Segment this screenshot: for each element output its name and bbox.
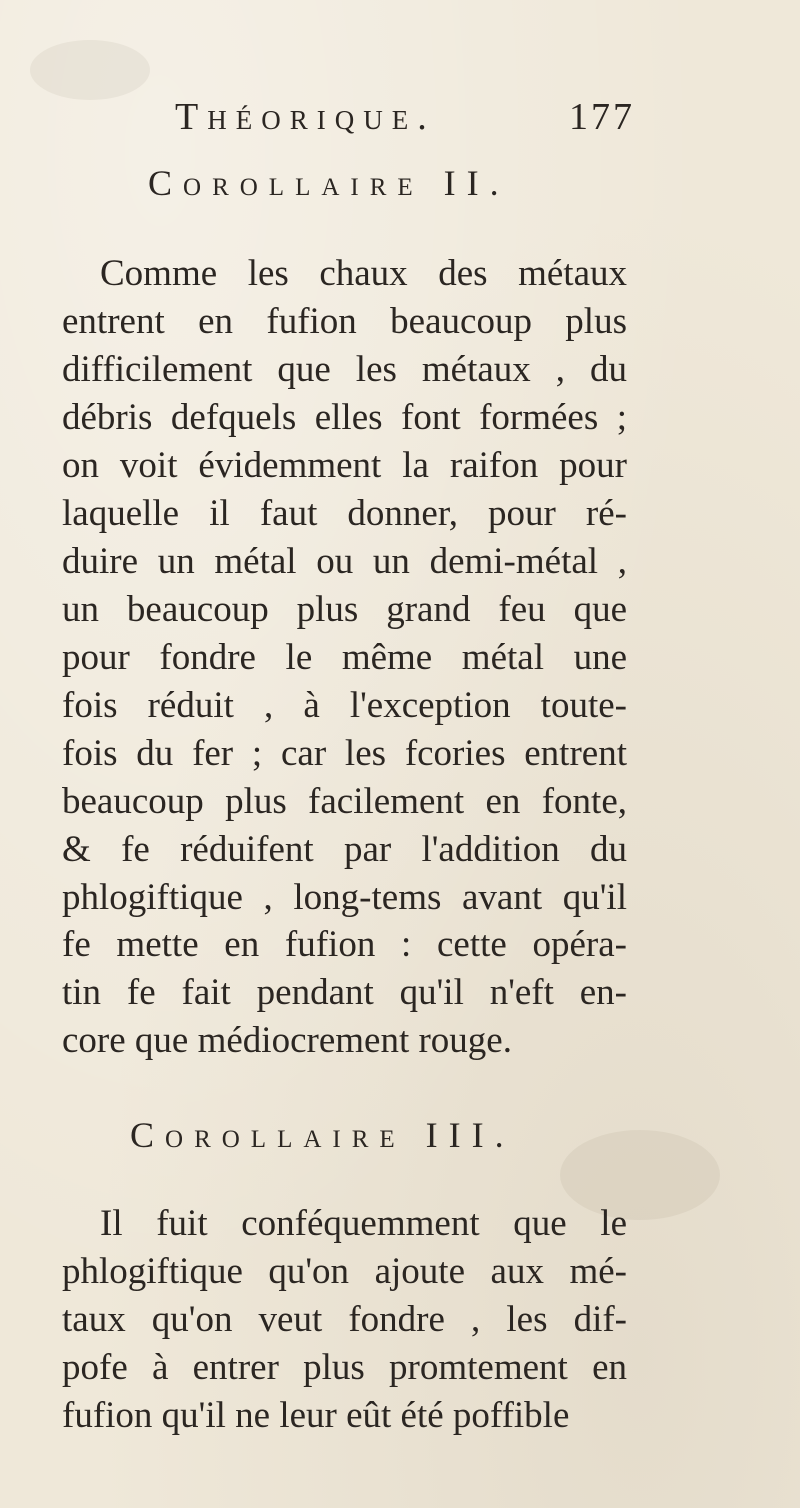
text-line: fois du fer ; car les fcories entrent	[62, 733, 627, 774]
page-number: 177	[569, 96, 635, 138]
text-line: fufion qu'il ne leur eût été poffible	[62, 1395, 570, 1436]
text-line: on voit évidemment la raifon pour	[62, 445, 627, 486]
text-line: débris defquels elles font formées ;	[62, 397, 627, 438]
text-line: laquelle il faut donner, pour ré-	[62, 493, 627, 534]
text-line: entrent en fufion beaucoup plus	[62, 301, 627, 342]
text-line: taux qu'on veut fondre , les dif-	[62, 1299, 627, 1340]
section-heading-corollaire-ii: Corollaire II.	[148, 163, 510, 203]
running-head	[175, 95, 635, 138]
text-line: Il fuit conféquemment que le	[100, 1203, 627, 1244]
text-line: core que médiocrement rouge.	[62, 1020, 512, 1061]
paper-stain	[30, 40, 150, 100]
text-line: phlogiftique qu'on ajoute aux mé-	[62, 1251, 627, 1292]
text-line: un beaucoup plus grand feu que	[62, 589, 627, 630]
text-line: tin fe fait pendant qu'il n'eft en-	[62, 972, 627, 1013]
running-title: Théorique.	[175, 96, 436, 138]
text-line: Comme les chaux des métaux	[100, 253, 627, 294]
text-line: pour fondre le même métal une	[62, 637, 627, 678]
section-heading-corollaire-iii: Corollaire III.	[130, 1115, 515, 1155]
text-line: phlogiftique , long-tems avant qu'il	[62, 877, 627, 918]
text-line: & fe réduifent par l'addition du	[62, 829, 627, 870]
text-line: beaucoup plus facilement en fonte,	[62, 781, 627, 822]
text-line: pofe à entrer plus promtement en	[62, 1347, 627, 1388]
text-line: difficilement que les métaux , du	[62, 349, 627, 390]
text-line: duire un métal ou un demi-métal ,	[62, 541, 627, 582]
text-line: fe mette en fufion : cette opéra-	[62, 924, 627, 965]
text-line: fois réduit , à l'exception toute-	[62, 685, 627, 726]
